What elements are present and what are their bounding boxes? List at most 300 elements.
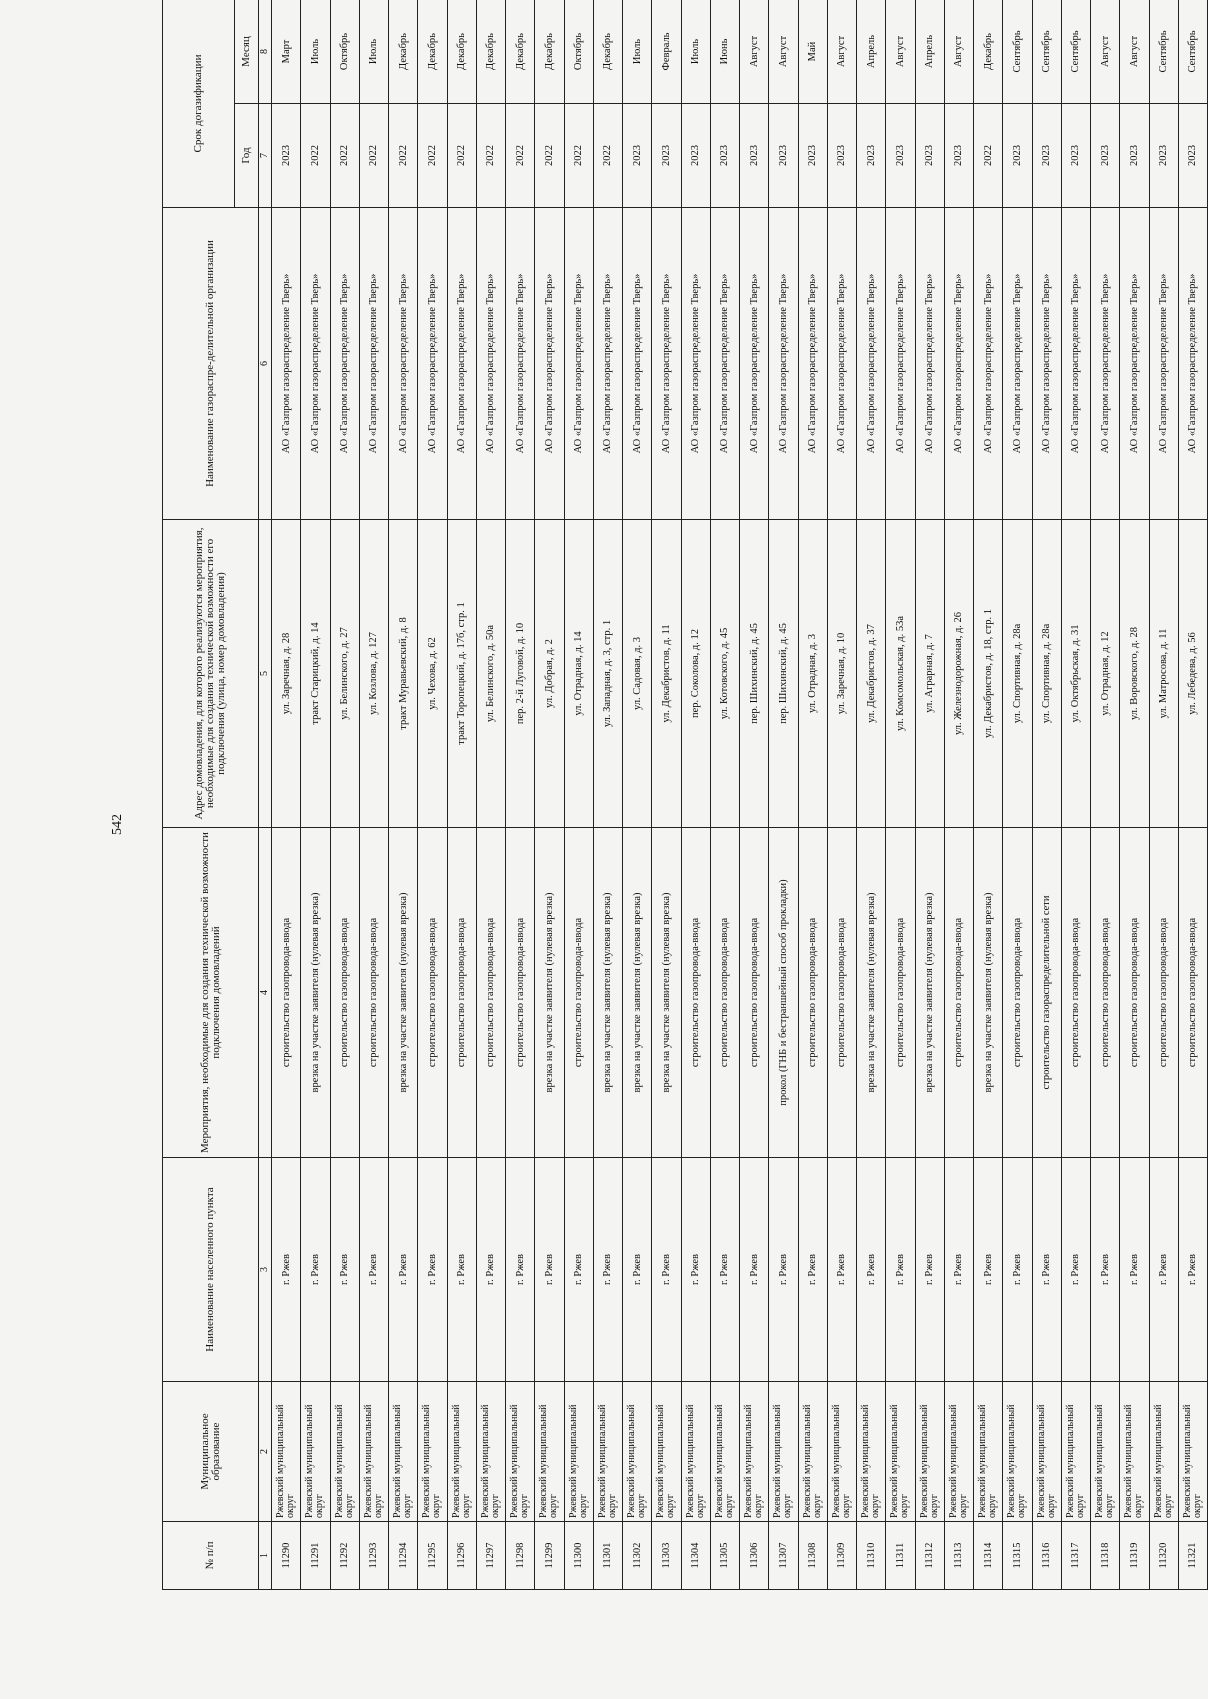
- row-year: 2023: [272, 104, 301, 208]
- row-measure: строительство газопровода-ввода: [710, 828, 739, 1158]
- row-measure: строительство газопровода-ввода: [447, 828, 476, 1158]
- row-number: 11296: [447, 1522, 476, 1590]
- table-row: [1120, 0, 1149, 1590]
- row-measure: строительство газопровода-ввода: [827, 828, 856, 1158]
- row-address: ул. Чехова, д. 62: [418, 520, 447, 828]
- row-measure: врезка на участке заявителя (нулевая врезка): [389, 828, 418, 1158]
- column-index: 6: [259, 208, 272, 520]
- column-index: 1: [259, 1522, 272, 1590]
- row-address: ул. Отрадная, д. 12: [1091, 520, 1120, 828]
- row-year: 2023: [798, 104, 827, 208]
- row-municipality: Ржевский муниципальный округ: [359, 1382, 388, 1522]
- row-org: АО «Газпром газораспределение Тверь»: [974, 208, 1003, 520]
- table-row: [330, 0, 359, 1590]
- table-row: [710, 0, 739, 1590]
- row-number: 11297: [476, 1522, 505, 1590]
- row-municipality: Ржевский муниципальный округ: [974, 1382, 1003, 1522]
- row-number: 11300: [564, 1522, 593, 1590]
- row-year: 2022: [974, 104, 1003, 208]
- row-number: 11293: [359, 1522, 388, 1590]
- row-org: АО «Газпром газораспределение Тверь»: [623, 208, 652, 520]
- row-org: АО «Газпром газораспределение Тверь»: [1061, 208, 1090, 520]
- row-municipality: Ржевский муниципальный округ: [506, 1382, 535, 1522]
- row-municipality: Ржевский муниципальный округ: [593, 1382, 622, 1522]
- row-measure: врезка на участке заявителя (нулевая врезка): [915, 828, 944, 1158]
- table-row: [593, 0, 622, 1590]
- row-address: ул. Козлова, д. 127: [359, 520, 388, 828]
- row-org: АО «Газпром газораспределение Тверь»: [827, 208, 856, 520]
- row-org: АО «Газпром газораспределение Тверь»: [915, 208, 944, 520]
- row-year: 2023: [1003, 104, 1032, 208]
- row-settlement: г. Ржев: [710, 1158, 739, 1382]
- row-address: ул. Декабристов, д. 37: [857, 520, 886, 828]
- table-row: [1003, 0, 1032, 1590]
- row-number: 11291: [301, 1522, 330, 1590]
- row-year: 2023: [827, 104, 856, 208]
- row-municipality: Ржевский муниципальный округ: [944, 1382, 973, 1522]
- row-org: АО «Газпром газораспределение Тверь»: [798, 208, 827, 520]
- row-org: АО «Газпром газораспределение Тверь»: [447, 208, 476, 520]
- row-month: Февраль: [652, 0, 681, 104]
- row-org: АО «Газпром газораспределение Тверь»: [1149, 208, 1178, 520]
- row-month: Декабрь: [389, 0, 418, 104]
- row-year: 2022: [564, 104, 593, 208]
- row-address: ул. Заречная, д. 28: [272, 520, 301, 828]
- gasification-table: [162, 0, 1208, 1590]
- row-settlement: г. Ржев: [476, 1158, 505, 1382]
- column-index: 7: [259, 104, 272, 208]
- row-settlement: г. Ржев: [1091, 1158, 1120, 1382]
- header-year: Год: [235, 104, 259, 208]
- row-year: 2022: [301, 104, 330, 208]
- header-month: Месяц: [235, 0, 259, 104]
- row-municipality: Ржевский муниципальный округ: [623, 1382, 652, 1522]
- row-address: ул. Комсомольская, д. 53а: [886, 520, 915, 828]
- row-org: АО «Газпром газораспределение Тверь»: [944, 208, 973, 520]
- row-number: 11294: [389, 1522, 418, 1590]
- row-settlement: г. Ржев: [447, 1158, 476, 1382]
- table-row: [1091, 0, 1120, 1590]
- row-municipality: Ржевский муниципальный округ: [1061, 1382, 1090, 1522]
- row-measure: строительство газопровода-ввода: [506, 828, 535, 1158]
- table-row: [827, 0, 856, 1590]
- row-year: 2023: [1091, 104, 1120, 208]
- row-month: Декабрь: [447, 0, 476, 104]
- row-settlement: г. Ржев: [1003, 1158, 1032, 1382]
- row-month: Июнь: [710, 0, 739, 104]
- row-municipality: Ржевский муниципальный округ: [1032, 1382, 1061, 1522]
- table-row: [506, 0, 535, 1590]
- row-address: тракт Торопецкий, д. 17б, стр. 1: [447, 520, 476, 828]
- row-year: 2023: [740, 104, 769, 208]
- row-org: АО «Газпром газораспределение Тверь»: [1120, 208, 1149, 520]
- row-month: Сентябрь: [1149, 0, 1178, 104]
- row-org: АО «Газпром газораспределение Тверь»: [652, 208, 681, 520]
- row-year: 2023: [886, 104, 915, 208]
- row-address: ул. Лебедева, д. 56: [1178, 520, 1207, 828]
- column-index: 4: [259, 828, 272, 1158]
- row-org: АО «Газпром газораспределение Тверь»: [769, 208, 798, 520]
- row-measure: строительство газопровода-ввода: [359, 828, 388, 1158]
- row-address: ул. Октябрьская, д. 31: [1061, 520, 1090, 828]
- row-year: 2022: [476, 104, 505, 208]
- row-measure: строительство газопровода-ввода: [418, 828, 447, 1158]
- row-municipality: Ржевский муниципальный округ: [1003, 1382, 1032, 1522]
- row-number: 11292: [330, 1522, 359, 1590]
- row-month: Октябрь: [330, 0, 359, 104]
- row-municipality: Ржевский муниципальный округ: [740, 1382, 769, 1522]
- row-address: тракт Муравьевский, д. 8: [389, 520, 418, 828]
- row-measure: строительство газопровода-ввода: [1061, 828, 1090, 1158]
- row-settlement: г. Ржев: [389, 1158, 418, 1382]
- row-municipality: Ржевский муниципальный округ: [418, 1382, 447, 1522]
- row-address: ул. Отрадная, д. 3: [798, 520, 827, 828]
- row-number: 11298: [506, 1522, 535, 1590]
- row-settlement: г. Ржев: [857, 1158, 886, 1382]
- row-number: 11321: [1178, 1522, 1207, 1590]
- row-number: 11302: [623, 1522, 652, 1590]
- row-municipality: Ржевский муниципальный округ: [1178, 1382, 1207, 1522]
- row-settlement: г. Ржев: [1061, 1158, 1090, 1382]
- row-month: Сентябрь: [1061, 0, 1090, 104]
- column-index: 3: [259, 1158, 272, 1382]
- table-row: [1061, 0, 1090, 1590]
- row-settlement: г. Ржев: [769, 1158, 798, 1382]
- row-municipality: Ржевский муниципальный округ: [301, 1382, 330, 1522]
- table-row: [652, 0, 681, 1590]
- row-org: АО «Газпром газораспределение Тверь»: [359, 208, 388, 520]
- row-number: 11316: [1032, 1522, 1061, 1590]
- row-year: 2023: [681, 104, 710, 208]
- row-settlement: г. Ржев: [1032, 1158, 1061, 1382]
- row-month: Июль: [301, 0, 330, 104]
- row-address: ул. Западная, д. 3, стр. 1: [593, 520, 622, 828]
- row-number: 11314: [974, 1522, 1003, 1590]
- row-municipality: Ржевский муниципальный округ: [915, 1382, 944, 1522]
- row-month: Июль: [359, 0, 388, 104]
- row-address: ул. Аграрная, д. 7: [915, 520, 944, 828]
- row-municipality: Ржевский муниципальный округ: [681, 1382, 710, 1522]
- row-month: Сентябрь: [1003, 0, 1032, 104]
- row-measure: врезка на участке заявителя (нулевая врезка): [857, 828, 886, 1158]
- row-measure: строительство газопровода-ввода: [330, 828, 359, 1158]
- table-row: [798, 0, 827, 1590]
- row-month: Декабрь: [418, 0, 447, 104]
- row-number: 11301: [593, 1522, 622, 1590]
- row-settlement: г. Ржев: [681, 1158, 710, 1382]
- row-address: пер. Соколова, д. 12: [681, 520, 710, 828]
- row-year: 2023: [1120, 104, 1149, 208]
- row-org: АО «Газпром газораспределение Тверь»: [330, 208, 359, 520]
- row-year: 2022: [447, 104, 476, 208]
- row-municipality: Ржевский муниципальный округ: [272, 1382, 301, 1522]
- row-org: АО «Газпром газораспределение Тверь»: [272, 208, 301, 520]
- row-month: Июль: [623, 0, 652, 104]
- row-year: 2023: [769, 104, 798, 208]
- row-measure: врезка на участке заявителя (нулевая врезка): [593, 828, 622, 1158]
- row-address: ул. Заречная, д. 10: [827, 520, 856, 828]
- row-measure: врезка на участке заявителя (нулевая врезка): [301, 828, 330, 1158]
- row-municipality: Ржевский муниципальный округ: [1149, 1382, 1178, 1522]
- row-measure: строительство газопровода-ввода: [740, 828, 769, 1158]
- row-municipality: Ржевский муниципальный округ: [652, 1382, 681, 1522]
- row-year: 2022: [535, 104, 564, 208]
- row-address: пер. Шихинский, д. 45: [740, 520, 769, 828]
- row-month: Май: [798, 0, 827, 104]
- row-measure: строительство газопровода-ввода: [272, 828, 301, 1158]
- row-measure: прокол (ГНБ и бестраншейный способ прокладки): [769, 828, 798, 1158]
- row-municipality: Ржевский муниципальный округ: [886, 1382, 915, 1522]
- row-measure: строительство газопровода-ввода: [944, 828, 973, 1158]
- row-municipality: Ржевский муниципальный округ: [710, 1382, 739, 1522]
- header-measures: Мероприятия, необходимые для создания технической возможности подключения домовладений: [163, 828, 259, 1158]
- row-number: 11290: [272, 1522, 301, 1590]
- row-settlement: г. Ржев: [915, 1158, 944, 1382]
- row-municipality: Ржевский муниципальный округ: [1091, 1382, 1120, 1522]
- row-org: АО «Газпром газораспределение Тверь»: [476, 208, 505, 520]
- column-index: 2: [259, 1382, 272, 1522]
- row-month: Март: [272, 0, 301, 104]
- row-measure: строительство газопровода-ввода: [798, 828, 827, 1158]
- column-index-row: [259, 0, 272, 1590]
- row-settlement: г. Ржев: [506, 1158, 535, 1382]
- row-settlement: г. Ржев: [652, 1158, 681, 1382]
- row-month: Октябрь: [564, 0, 593, 104]
- row-year: 2022: [389, 104, 418, 208]
- row-year: 2022: [593, 104, 622, 208]
- row-number: 11315: [1003, 1522, 1032, 1590]
- row-month: Апрель: [915, 0, 944, 104]
- table-row: [301, 0, 330, 1590]
- row-year: 2023: [710, 104, 739, 208]
- table-row: [681, 0, 710, 1590]
- table-row: [359, 0, 388, 1590]
- row-org: АО «Газпром газораспределение Тверь»: [593, 208, 622, 520]
- row-measure: врезка на участке заявителя (нулевая врезка): [652, 828, 681, 1158]
- row-month: Август: [944, 0, 973, 104]
- row-address: ул. Декабристов, д. 18, стр. 1: [974, 520, 1003, 828]
- row-org: АО «Газпром газораспределение Тверь»: [535, 208, 564, 520]
- table-row: [1149, 0, 1178, 1590]
- row-settlement: г. Ржев: [944, 1158, 973, 1382]
- row-address: ул. Садовая, д. 3: [623, 520, 652, 828]
- row-address: ул. Котовского, д. 45: [710, 520, 739, 828]
- table-row: [944, 0, 973, 1590]
- row-year: 2022: [506, 104, 535, 208]
- row-municipality: Ржевский муниципальный округ: [1120, 1382, 1149, 1522]
- table-row: [886, 0, 915, 1590]
- row-measure: строительство газопровода-ввода: [476, 828, 505, 1158]
- header-address: Адрес домовладения, для которого реализуются мероприятия, необходимые для создания технической возможности его подключения (улица, номер домовладения): [163, 520, 259, 828]
- row-month: Август: [769, 0, 798, 104]
- row-number: 11309: [827, 1522, 856, 1590]
- row-settlement: г. Ржев: [593, 1158, 622, 1382]
- table-row: [476, 0, 505, 1590]
- row-month: Декабрь: [974, 0, 1003, 104]
- row-settlement: г. Ржев: [798, 1158, 827, 1382]
- row-address: ул. Спортивная, д. 28а: [1003, 520, 1032, 828]
- row-org: АО «Газпром газораспределение Тверь»: [1178, 208, 1207, 520]
- row-org: АО «Газпром газораспределение Тверь»: [857, 208, 886, 520]
- row-number: 11311: [886, 1522, 915, 1590]
- row-month: Август: [740, 0, 769, 104]
- row-number: 11318: [1091, 1522, 1120, 1590]
- row-number: 11295: [418, 1522, 447, 1590]
- row-address: ул. Белинского, д. 27: [330, 520, 359, 828]
- row-settlement: г. Ржев: [301, 1158, 330, 1382]
- row-month: Август: [1120, 0, 1149, 104]
- row-number: 11313: [944, 1522, 973, 1590]
- row-org: АО «Газпром газораспределение Тверь»: [506, 208, 535, 520]
- column-index: 8: [259, 0, 272, 104]
- table-row: [535, 0, 564, 1590]
- table-row: [974, 0, 1003, 1590]
- row-address: пер. Шихинский, д. 45: [769, 520, 798, 828]
- row-org: АО «Газпром газораспределение Тверь»: [564, 208, 593, 520]
- row-month: Декабрь: [506, 0, 535, 104]
- row-address: пер. 2-й Луговой, д. 10: [506, 520, 535, 828]
- row-address: ул. Матросова, д. 11: [1149, 520, 1178, 828]
- row-settlement: г. Ржев: [272, 1158, 301, 1382]
- row-year: 2023: [652, 104, 681, 208]
- row-municipality: Ржевский муниципальный округ: [798, 1382, 827, 1522]
- table-row: [1032, 0, 1061, 1590]
- row-number: 11303: [652, 1522, 681, 1590]
- row-municipality: Ржевский муниципальный округ: [857, 1382, 886, 1522]
- row-org: АО «Газпром газораспределение Тверь»: [301, 208, 330, 520]
- row-measure: строительство газопровода-ввода: [1178, 828, 1207, 1158]
- row-settlement: г. Ржев: [1149, 1158, 1178, 1382]
- table-row: [769, 0, 798, 1590]
- row-year: 2023: [857, 104, 886, 208]
- table-row: [447, 0, 476, 1590]
- row-year: 2022: [418, 104, 447, 208]
- row-month: Апрель: [857, 0, 886, 104]
- header-term: Срок догазификации: [163, 0, 235, 208]
- row-measure: врезка на участке заявителя (нулевая врезка): [623, 828, 652, 1158]
- row-month: Декабрь: [535, 0, 564, 104]
- row-org: АО «Газпром газораспределение Тверь»: [740, 208, 769, 520]
- row-address: ул. Воровского, д. 28: [1120, 520, 1149, 828]
- table-row: [1178, 0, 1207, 1590]
- column-index: 5: [259, 520, 272, 828]
- row-month: Сентябрь: [1032, 0, 1061, 104]
- row-month: Август: [827, 0, 856, 104]
- table-row: [418, 0, 447, 1590]
- row-year: 2023: [1061, 104, 1090, 208]
- row-address: ул. Отрадная, д. 14: [564, 520, 593, 828]
- row-number: 11308: [798, 1522, 827, 1590]
- table-header: [163, 0, 272, 1590]
- row-measure: строительство газопровода-ввода: [1091, 828, 1120, 1158]
- row-address: ул. Белинского, д. 50а: [476, 520, 505, 828]
- row-org: АО «Газпром газораспределение Тверь»: [886, 208, 915, 520]
- row-org: АО «Газпром газораспределение Тверь»: [389, 208, 418, 520]
- header-org: Наименование газораспре-делительной организации: [163, 208, 259, 520]
- row-settlement: г. Ржев: [535, 1158, 564, 1382]
- row-number: 11310: [857, 1522, 886, 1590]
- row-settlement: г. Ржев: [886, 1158, 915, 1382]
- row-settlement: г. Ржев: [974, 1158, 1003, 1382]
- row-measure: строительство газопровода-ввода: [1003, 828, 1032, 1158]
- row-number: 11304: [681, 1522, 710, 1590]
- table-row: [857, 0, 886, 1590]
- row-measure: строительство газопровода-ввода: [681, 828, 710, 1158]
- header-municipality: Муниципальное образование: [163, 1382, 259, 1522]
- row-year: 2023: [1149, 104, 1178, 208]
- row-measure: строительство газопровода-ввода: [886, 828, 915, 1158]
- row-number: 11307: [769, 1522, 798, 1590]
- row-address: ул. Декабристов, д. 11: [652, 520, 681, 828]
- row-org: АО «Газпром газораспределение Тверь»: [1003, 208, 1032, 520]
- table-row: [740, 0, 769, 1590]
- row-month: Декабрь: [593, 0, 622, 104]
- row-month: Декабрь: [476, 0, 505, 104]
- page-number: 542: [110, 814, 125, 835]
- row-measure: строительство газопровода-ввода: [1120, 828, 1149, 1158]
- table-row: [389, 0, 418, 1590]
- row-settlement: г. Ржев: [564, 1158, 593, 1382]
- table-row: [272, 0, 301, 1590]
- row-number: 11299: [535, 1522, 564, 1590]
- row-address: ул. Железнодорожная, д. 26: [944, 520, 973, 828]
- table-row: [915, 0, 944, 1590]
- table-body: [272, 0, 1208, 1590]
- header-num: № п/п: [163, 1522, 259, 1590]
- row-number: 11319: [1120, 1522, 1149, 1590]
- row-municipality: Ржевский муниципальный округ: [389, 1382, 418, 1522]
- row-settlement: г. Ржев: [418, 1158, 447, 1382]
- row-municipality: Ржевский муниципальный округ: [535, 1382, 564, 1522]
- row-settlement: г. Ржев: [1120, 1158, 1149, 1382]
- rotated-table-container: [162, 0, 1207, 1590]
- row-year: 2023: [1178, 104, 1207, 208]
- row-measure: строительство газораспределительной сети: [1032, 828, 1061, 1158]
- row-month: Июль: [681, 0, 710, 104]
- row-org: АО «Газпром газораспределение Тверь»: [710, 208, 739, 520]
- row-org: АО «Газпром газораспределение Тверь»: [418, 208, 447, 520]
- row-municipality: Ржевский муниципальный округ: [330, 1382, 359, 1522]
- row-municipality: Ржевский муниципальный округ: [827, 1382, 856, 1522]
- row-municipality: Ржевский муниципальный округ: [769, 1382, 798, 1522]
- row-year: 2023: [623, 104, 652, 208]
- row-year: 2022: [330, 104, 359, 208]
- row-settlement: г. Ржев: [623, 1158, 652, 1382]
- row-year: 2023: [944, 104, 973, 208]
- row-measure: врезка на участке заявителя (нулевая врезка): [974, 828, 1003, 1158]
- row-settlement: г. Ржев: [827, 1158, 856, 1382]
- header-settlement: Наименование населенного пункта: [163, 1158, 259, 1382]
- row-month: Август: [1091, 0, 1120, 104]
- row-year: 2023: [1032, 104, 1061, 208]
- row-year: 2022: [359, 104, 388, 208]
- row-number: 11317: [1061, 1522, 1090, 1590]
- row-measure: строительство газопровода-ввода: [1149, 828, 1178, 1158]
- row-org: АО «Газпром газораспределение Тверь»: [1032, 208, 1061, 520]
- row-municipality: Ржевский муниципальный округ: [564, 1382, 593, 1522]
- row-org: АО «Газпром газораспределение Тверь»: [1091, 208, 1120, 520]
- row-number: 11320: [1149, 1522, 1178, 1590]
- table-row: [623, 0, 652, 1590]
- row-measure: врезка на участке заявителя (нулевая врезка): [535, 828, 564, 1158]
- row-address: ул. Спортивная, д. 28а: [1032, 520, 1061, 828]
- row-number: 11312: [915, 1522, 944, 1590]
- row-org: АО «Газпром газораспределение Тверь»: [681, 208, 710, 520]
- row-measure: строительство газопровода-ввода: [564, 828, 593, 1158]
- row-number: 11305: [710, 1522, 739, 1590]
- row-address: ул. Добрая, д. 2: [535, 520, 564, 828]
- row-municipality: Ржевский муниципальный округ: [476, 1382, 505, 1522]
